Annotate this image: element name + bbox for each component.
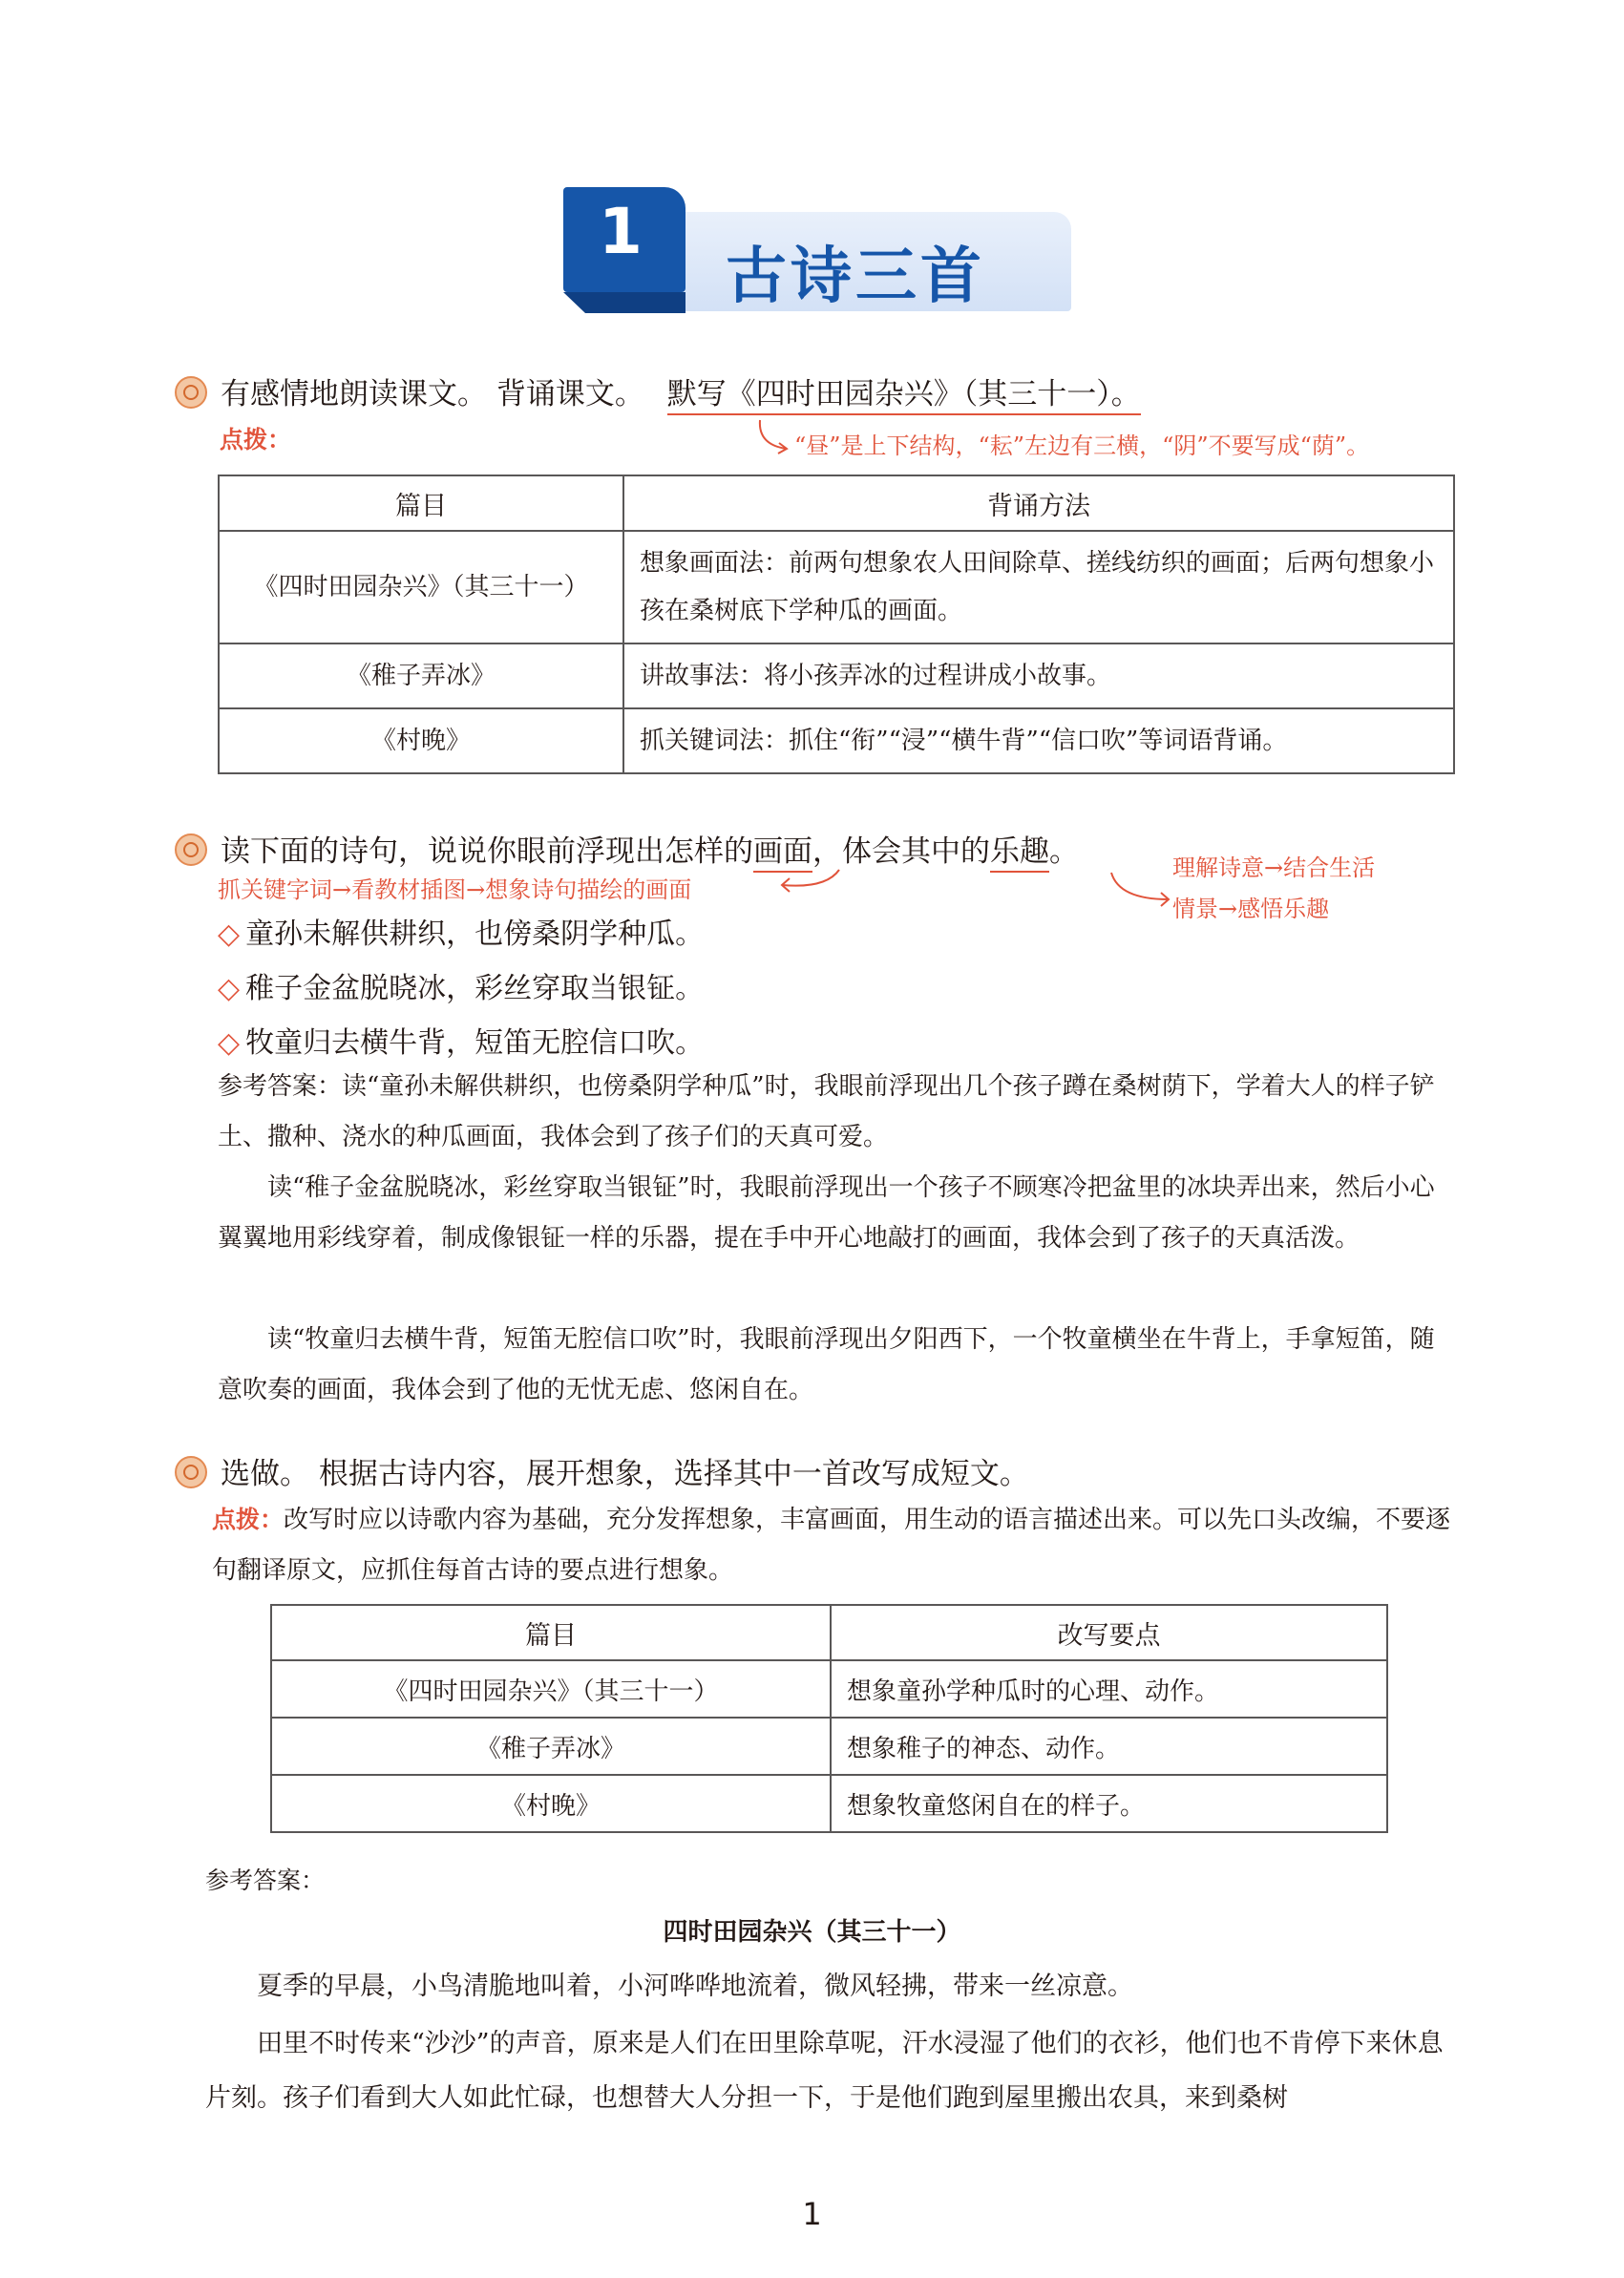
- section-2-note-right-1: 理解诗意→结合生活: [1172, 854, 1376, 881]
- table-row: [271, 1775, 1387, 1832]
- table-header-title: 篇目: [271, 1605, 831, 1660]
- diamond-bullet-icon: ◇: [218, 1026, 241, 1060]
- poem-line: [218, 964, 704, 1006]
- answer-text: 读“童孙未解供耕织，也傍桑阴学种瓜”时，我眼前浮现出几个孩子蹲在桑树荫下，学着大人的样子铲土、撒种、浇水的种瓜画面，我体会到了孩子们的天真可爱。: [218, 1072, 1435, 1151]
- essay-paragraph-1: 夏季的早晨，小鸟清脆地叫着，小河哗哗地流着，微风轻拂，带来一丝凉意。: [257, 1972, 1133, 2001]
- section-3-heading: [175, 1449, 1029, 1492]
- essay-answer-label: 参考答案：: [205, 1867, 326, 1894]
- section-2-note-right-2: 情景→感悟乐趣: [1172, 896, 1330, 922]
- section-3-tip-label: 点拨：: [212, 1506, 285, 1533]
- poem-line-text: 牧童归去横牛背，短笛无腔信口吹。: [245, 1026, 705, 1060]
- section-2-highlight-2: 乐趣: [990, 834, 1049, 873]
- table-cell-method: 讲故事法：将小孩弄冰的过程讲成小故事。: [623, 643, 1454, 708]
- lesson-title: 古诗三首: [726, 242, 985, 312]
- lesson-banner: [563, 187, 1071, 313]
- table-cell-title: 《村晚》: [219, 708, 623, 773]
- answer-label: 参考答案：: [218, 1072, 343, 1101]
- section-1-heading: [175, 369, 1141, 412]
- seal-icon: [175, 1456, 207, 1488]
- table-cell-method: 想象画面法：前两句想象农人田间除草、搓线纺织的画面；后两句想象小孩在桑树底下学种瓜的画面。: [623, 531, 1454, 643]
- poem-line-text: 稚子金盆脱晓冰，彩丝穿取当银钲。: [245, 972, 705, 1005]
- table-row: [219, 708, 1454, 773]
- diamond-bullet-icon: ◇: [218, 918, 241, 951]
- table-cell-title: 《稚子弄冰》: [271, 1718, 831, 1775]
- section-2-text-a: 读下面的诗句，说说你眼前浮现出怎样的: [221, 834, 753, 869]
- table-row: [271, 1718, 1387, 1775]
- table-header-row: [271, 1605, 1387, 1660]
- recitation-method-table: [218, 475, 1455, 774]
- table-row: [271, 1660, 1387, 1718]
- table-header-method: 背诵方法: [623, 475, 1454, 531]
- section-2-text-c: 。: [1049, 834, 1079, 869]
- note-arrow-right-icon: [1107, 867, 1174, 909]
- page-number: 1: [802, 2196, 822, 2232]
- section-3-text: 选做。 根据古诗内容，展开想象，选择其中一首改写成短文。: [221, 1457, 1029, 1491]
- table-cell-point: 想象童孙学种瓜时的心理、动作。: [831, 1660, 1387, 1718]
- section-1-text-b: 默写《四时田园杂兴》（其三十一）。: [667, 377, 1141, 415]
- poem-line: [218, 1019, 704, 1061]
- section-2-highlight-1: 画面: [753, 834, 812, 873]
- poem-line: [218, 910, 704, 952]
- table-cell-title: 《村晚》: [271, 1775, 831, 1832]
- table-cell-point: 想象牧童悠闲自在的样子。: [831, 1775, 1387, 1832]
- answer-paragraph-2: 读“稚子金盆脱晓冰，彩丝穿取当银钲”时，我眼前浮现出一个孩子不顾寒冷把盆里的冰块弄出来，然后小心翼翼地用彩线穿着，制成像银钲一样的乐器，提在手中开心地敲打的画面，我体会到了孩子的天真活泼。: [218, 1173, 1435, 1253]
- section-3-tip-text: 改写时应以诗歌内容为基础，充分发挥想象，丰富画面，用生动的语言描述出来。可以先口头改编，不要逐句翻译原文，应抓住每首古诗的要点进行想象。: [212, 1506, 1451, 1585]
- table-cell-title: 《四时田园杂兴》（其三十一）: [271, 1660, 831, 1718]
- table-header-point: 改写要点: [831, 1605, 1387, 1660]
- section-2-text-b: ，体会其中的: [812, 834, 990, 869]
- table-header-row: [219, 475, 1454, 531]
- section-2-heading: [175, 827, 1079, 870]
- section-1-text-a: 有感情地朗读课文。 背诵课文。: [221, 377, 644, 411]
- answer-paragraph-1: [218, 1062, 1459, 1163]
- table-row: [219, 531, 1454, 643]
- rewrite-points-table: [270, 1604, 1388, 1833]
- note-arrow-left-icon: [778, 864, 845, 896]
- table-row: [219, 643, 1454, 708]
- seal-icon: [175, 376, 207, 409]
- section-1-tip-label: 点拨：: [220, 426, 292, 453]
- essay-title: 四时田园杂兴（其三十一）: [663, 1918, 961, 1947]
- section-2-note-left: 抓关键字词→看教材插图→想象诗句描绘的画面: [218, 876, 692, 903]
- table-header-title: 篇目: [219, 475, 623, 531]
- lesson-number-box: [563, 187, 685, 292]
- table-cell-point: 想象稚子的神态、动作。: [831, 1718, 1387, 1775]
- table-cell-method: 抓关键词法：抓住“衔”“浸”“横牛背”“信口吹”等词语背诵。: [623, 708, 1454, 773]
- section-3-tip: [212, 1494, 1453, 1596]
- lesson-number: 1: [599, 195, 643, 268]
- diamond-bullet-icon: ◇: [218, 972, 241, 1005]
- section-1-annotation: “昼”是上下结构，“耘”左边有三横，“阴”不要写成“荫”。: [794, 432, 1370, 459]
- answer-paragraph-3: 读“牧童归去横牛背，短笛无腔信口吹”时，我眼前浮现出夕阳西下，一个牧童横坐在牛背上，手拿短笛，随意吹奏的画面，我体会到了他的无忧无虑、悠闲自在。: [218, 1325, 1435, 1404]
- seal-icon: [175, 833, 207, 866]
- annotation-arrow-icon: [754, 416, 792, 458]
- essay-paragraph-2: 田里不时传来“沙沙”的声音，原来是人们在田里除草呢，汗水浸湿了他们的衣衫，他们也不肯停下来休息片刻。孩子们看到大人如此忙碌，也想替大人分担一下，于是他们跑到屋里搬出农具，来到桑树: [205, 2029, 1444, 2113]
- poem-line-text: 童孙未解供耕织，也傍桑阴学种瓜。: [245, 918, 705, 951]
- table-cell-title: 《四时田园杂兴》（其三十一）: [219, 531, 623, 643]
- table-cell-title: 《稚子弄冰》: [219, 643, 623, 708]
